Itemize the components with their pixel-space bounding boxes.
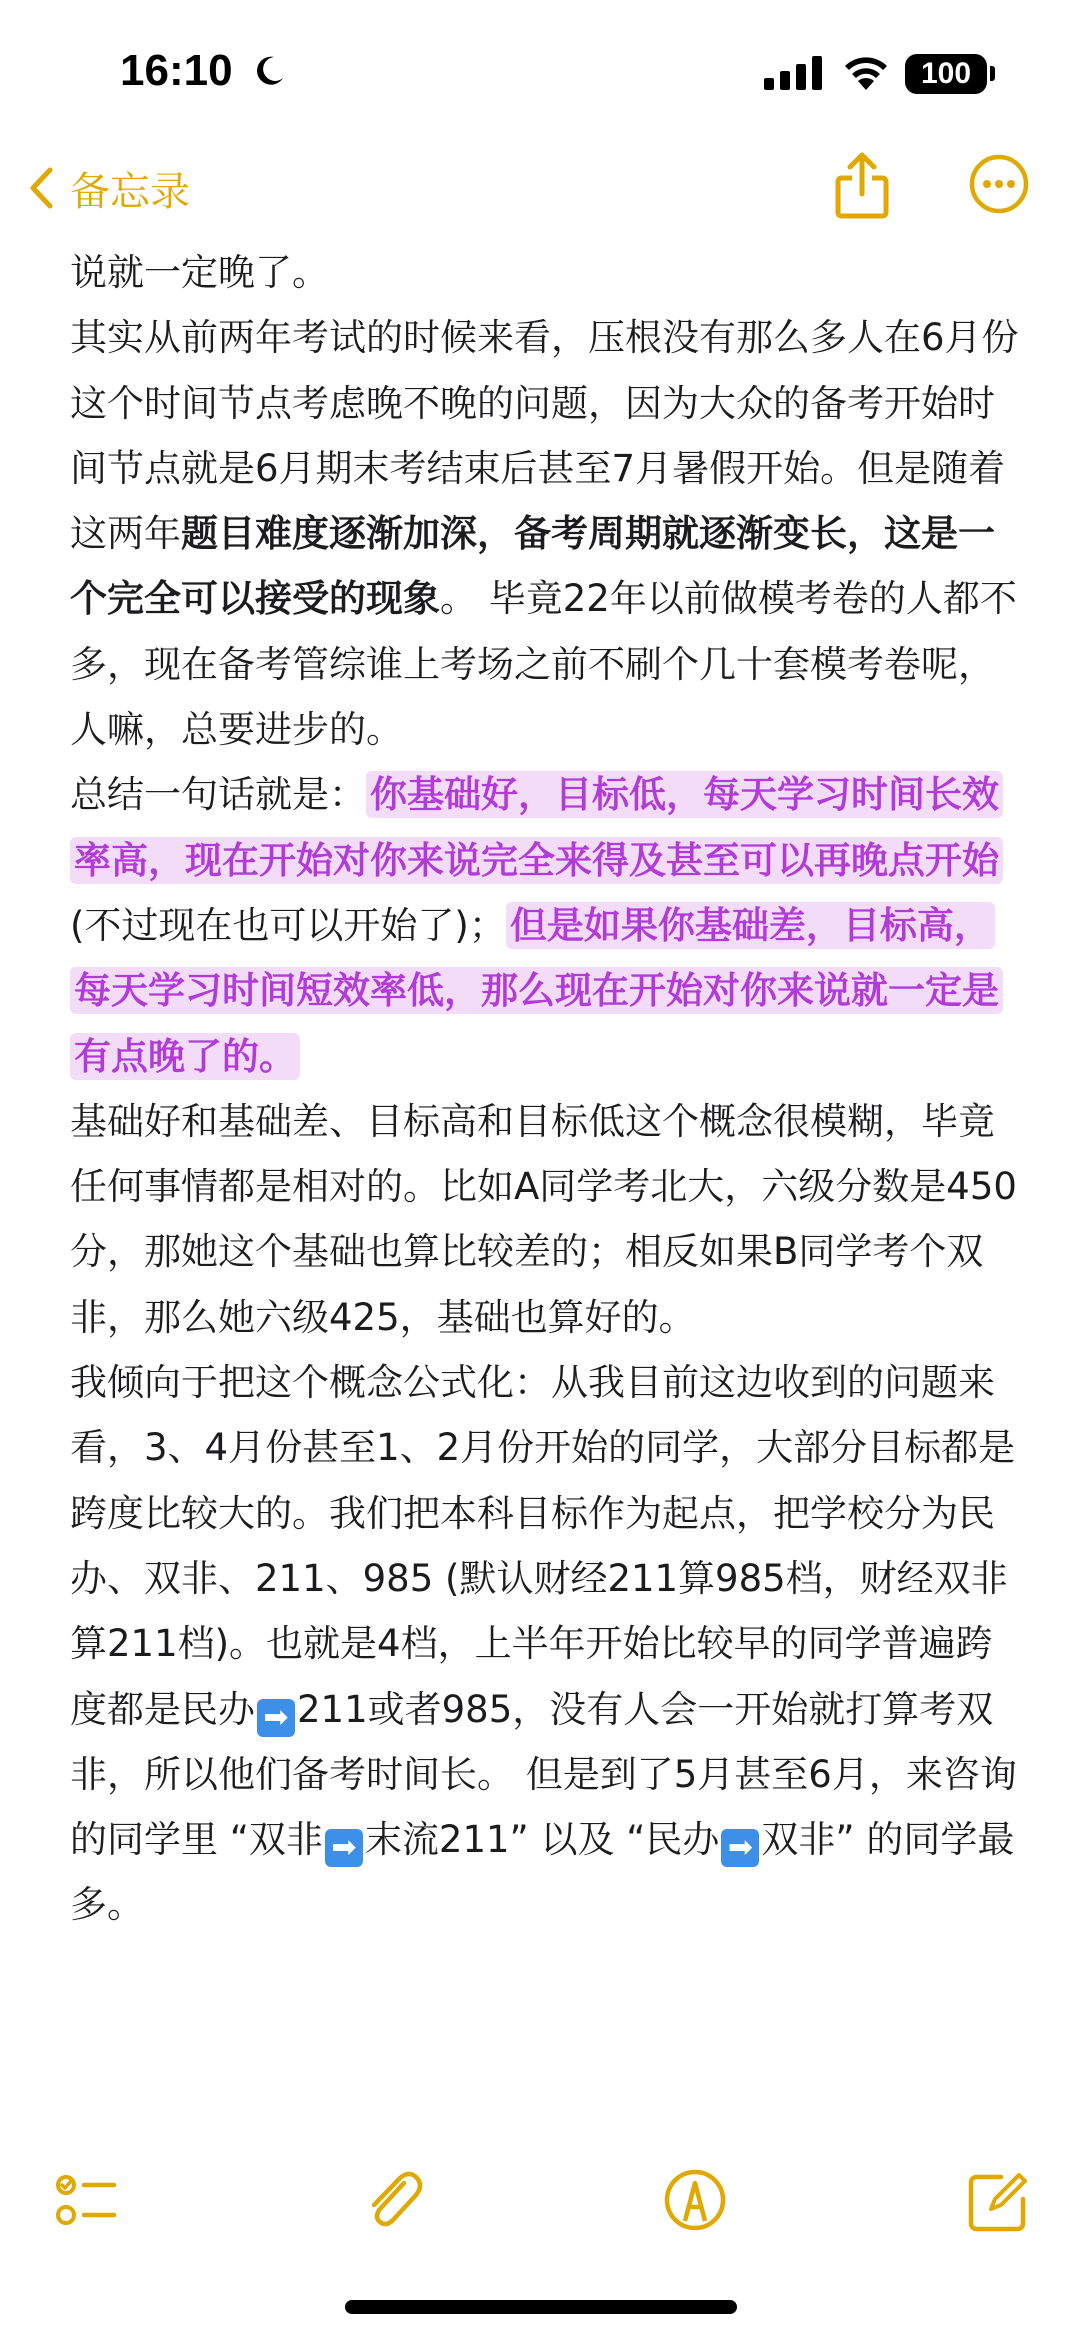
note-body[interactable] bbox=[70, 240, 1025, 1938]
right-arrow-emoji: ➡ bbox=[257, 1699, 295, 1737]
status-time: 16:10 bbox=[120, 46, 233, 95]
checklist-icon[interactable] bbox=[52, 2165, 122, 2235]
battery-cap bbox=[990, 66, 995, 81]
home-indicator[interactable] bbox=[345, 2300, 737, 2314]
more-options-icon[interactable] bbox=[967, 152, 1031, 216]
note-paragraph: 总结一句话就是： 你基础好，目标低，每天学习时间长效率高，现在开始对你来说完全来得及甚至可以再晚点开始(不过现在也可以开始了)； 但是如果你基础差，目标高，每天学习时间短效率低，那么现在开始对你来说就一定是有点晚了的。 bbox=[70, 762, 1025, 1088]
bold-text: 题目难度逐渐加深，备考周期就逐渐变长，这是一个完全可以接受的现象 bbox=[70, 512, 995, 621]
note-paragraph: 其实从前两年考试的时候来看，压根没有那么多人在6月份这个时间节点考虑晚不晚的问题，因为大众的备考开始时间节点就是6月期末考结束后甚至7月暑假开始。但是随着这两年题目难度逐渐加深，备考周期就逐渐变长，这是一个完全可以接受的现象。 毕竟22年以前做模考卷的人都不多，现在备考管综谁上考场之前不刷个几十套模考卷呢，人嘛，总要进步的。 bbox=[70, 316, 1019, 752]
bottom-toolbar bbox=[0, 2165, 1080, 2265]
moon-icon bbox=[252, 54, 286, 88]
cellular-signal-icon bbox=[764, 56, 826, 90]
compose-icon[interactable] bbox=[963, 2165, 1033, 2235]
back-button[interactable] bbox=[28, 158, 190, 218]
status-bar bbox=[0, 40, 1080, 110]
highlighted-text: 但是如果你基础差，目标高，每天学习时间短效率低，那么现在开始对你来说就一定是有点晚了的。 bbox=[70, 902, 1003, 1080]
battery-indicator: 100 bbox=[905, 54, 987, 94]
right-arrow-emoji: ➡ bbox=[325, 1829, 363, 1867]
note-paragraph: 基础好和基础差、目标高和目标低这个概念很模糊，毕竟任何事情都是相对的。比如A同学考北大，六级分数是450分，那她这个基础也算比较差的；相反如果B同学考个双非，那么她六级425，基础也算好的。 bbox=[70, 1099, 1017, 1339]
back-label: 备忘录 bbox=[70, 168, 190, 215]
note-paragraph: 说就一定晚了。 bbox=[70, 251, 329, 294]
chevron-left-icon bbox=[28, 166, 54, 210]
note-paragraph: 我倾向于把这个概念公式化：从我目前这边收到的问题来看，3、4月份甚至1、2月份开始的同学，大部分目标都是跨度比较大的。我们把本科目标作为起点，把学校分为民办、双非、211、985 (默认财经211算985档，财经双非算211档)。也就是4档，上半年开始比较早的同学普遍跨度都是民办 ➡ 211或者985，没有人会一开始就打算考双非，所以他们备考时间长。 但是到了5月甚至6月，来咨询的同学里 “双非 ➡ 末流211” 以及 “民办 ➡ 双非” 的同学最多。 bbox=[70, 1361, 1017, 1927]
markup-pen-icon[interactable] bbox=[660, 2165, 730, 2235]
wifi-icon bbox=[842, 52, 890, 90]
right-arrow-emoji: ➡ bbox=[721, 1829, 759, 1867]
nav-bar bbox=[0, 150, 1080, 230]
share-icon[interactable] bbox=[830, 150, 894, 222]
highlighted-text: 你基础好，目标低，每天学习时间长效率高，现在开始对你来说完全来得及甚至可以再晚点开始 bbox=[70, 771, 1003, 883]
paperclip-icon[interactable] bbox=[358, 2165, 428, 2235]
